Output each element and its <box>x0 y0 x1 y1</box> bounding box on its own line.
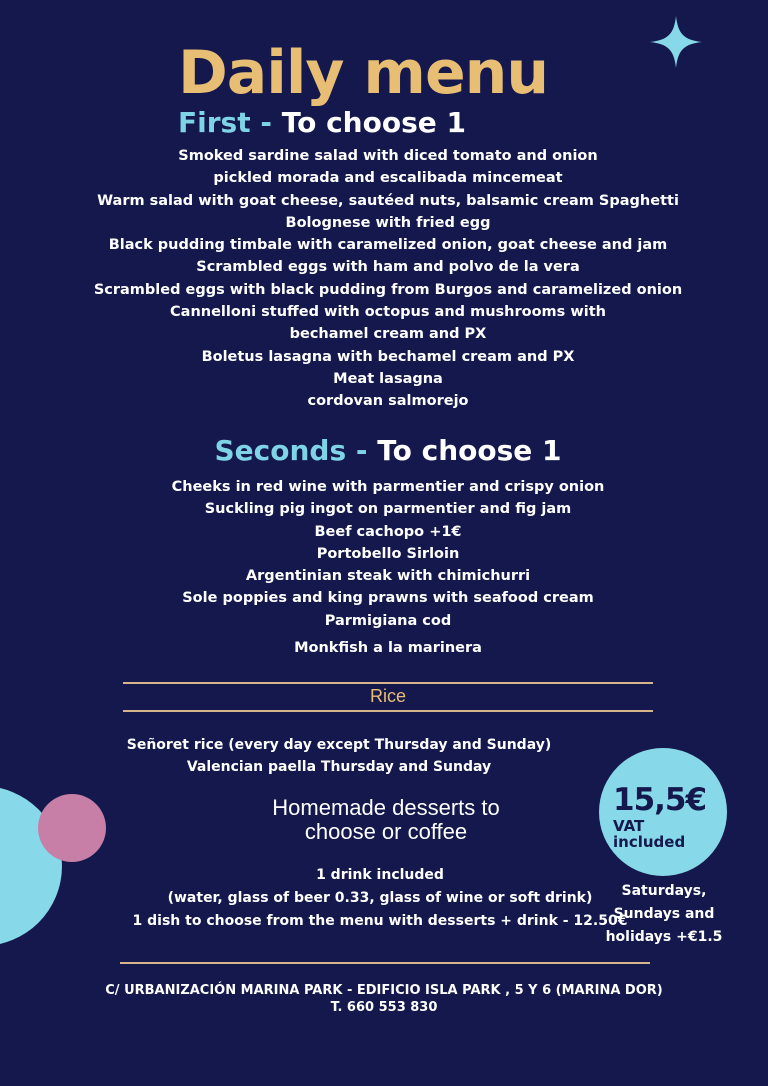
desserts-line: choose or coffee <box>304 819 468 844</box>
weekend-surcharge-note <box>598 880 730 949</box>
list-item: Señoret rice (every day except Thursday and Sunday) <box>126 737 552 753</box>
weekend-line: Saturdays, <box>621 883 707 899</box>
seconds-section-subtitle: To choose 1 <box>377 434 562 467</box>
footer-phone: T. 660 553 830 <box>330 1000 438 1015</box>
list-item: pickled morada and escalibada mincemeat <box>213 170 563 187</box>
first-section-label: First - <box>178 106 282 139</box>
list-item: Bolognese with fried egg <box>285 214 491 231</box>
list-item: Scrambled eggs with black pudding from Burgos and caramelized onion <box>93 281 683 298</box>
first-section-subtitle: To choose 1 <box>281 106 466 139</box>
footer-address-block <box>0 982 768 1016</box>
desserts-line: Homemade desserts to <box>272 795 500 820</box>
list-item-monkfish: Monkfish a la marinera <box>294 640 482 656</box>
list-item: cordovan salmorejo <box>307 393 469 410</box>
divider-top <box>123 682 653 684</box>
second-course-list <box>0 476 768 632</box>
divider-bottom <box>123 710 653 712</box>
list-item: Argentinian steak with chimichurri <box>245 568 531 585</box>
footer-divider <box>120 962 650 964</box>
list-item: Cannelloni stuffed with octopus and mushrooms with <box>170 304 606 321</box>
price-badge <box>599 748 727 876</box>
footer-address: C/ URBANIZACIÓN MARINA PARK - EDIFICIO ISLA PARK , 5 Y 6 (MARINA DOR) <box>105 983 663 998</box>
first-course-list <box>0 145 768 413</box>
sparkle-star-icon <box>650 16 702 68</box>
list-item: Boletus lasagna with bechamel cream and PX <box>201 348 575 365</box>
price-vat-line: included <box>613 833 686 851</box>
seconds-section-heading <box>0 434 768 467</box>
list-item: Beef cachopo +1€ <box>314 523 462 540</box>
price-vat-line: VAT <box>613 817 645 835</box>
weekend-line: Sundays and <box>613 906 715 922</box>
list-item: Meat lasagna <box>333 370 443 387</box>
list-item: Scrambled eggs with ham and polvo de la vera <box>196 259 580 276</box>
list-item: Smoked sardine salad with diced tomato and onion <box>178 148 598 164</box>
rice-section-label: Rice <box>369 686 406 706</box>
list-item: bechamel cream and PX <box>289 326 487 343</box>
rice-list <box>124 734 554 778</box>
weekend-line: holidays +€1.5 <box>605 929 723 945</box>
decorative-circle-pink <box>38 794 106 862</box>
list-item: Portobello Sirloin <box>316 545 460 562</box>
list-item: Suckling pig ingot on parmentier and fig jam <box>204 501 572 518</box>
drink-line: 1 drink included <box>316 867 444 883</box>
price-vat-note <box>613 818 713 850</box>
price-amount: 15,5€ <box>613 782 707 818</box>
page-title: Daily menu <box>178 38 549 108</box>
first-section-heading <box>178 106 466 139</box>
drink-line: 1 dish to choose from the menu with desserts + drink - 12.50€ <box>132 913 628 929</box>
list-item: Parmigiana cod <box>324 612 452 629</box>
desserts-text <box>226 796 546 844</box>
drink-line: (water, glass of beer 0.33, glass of wine or soft drink) <box>167 890 593 906</box>
list-item: Black pudding timbale with caramelized onion, goat cheese and jam <box>108 237 668 254</box>
list-item: Sole poppies and king prawns with seafood cream <box>182 590 594 607</box>
seconds-section-label: Seconds - <box>214 434 378 467</box>
list-item: Cheeks in red wine with parmentier and crispy onion <box>171 479 605 495</box>
list-item: Warm salad with goat cheese, sautéed nuts, balsamic cream Spaghetti <box>97 192 679 209</box>
drink-info <box>80 864 680 933</box>
list-item: Valencian paella Thursday and Sunday <box>186 759 492 775</box>
